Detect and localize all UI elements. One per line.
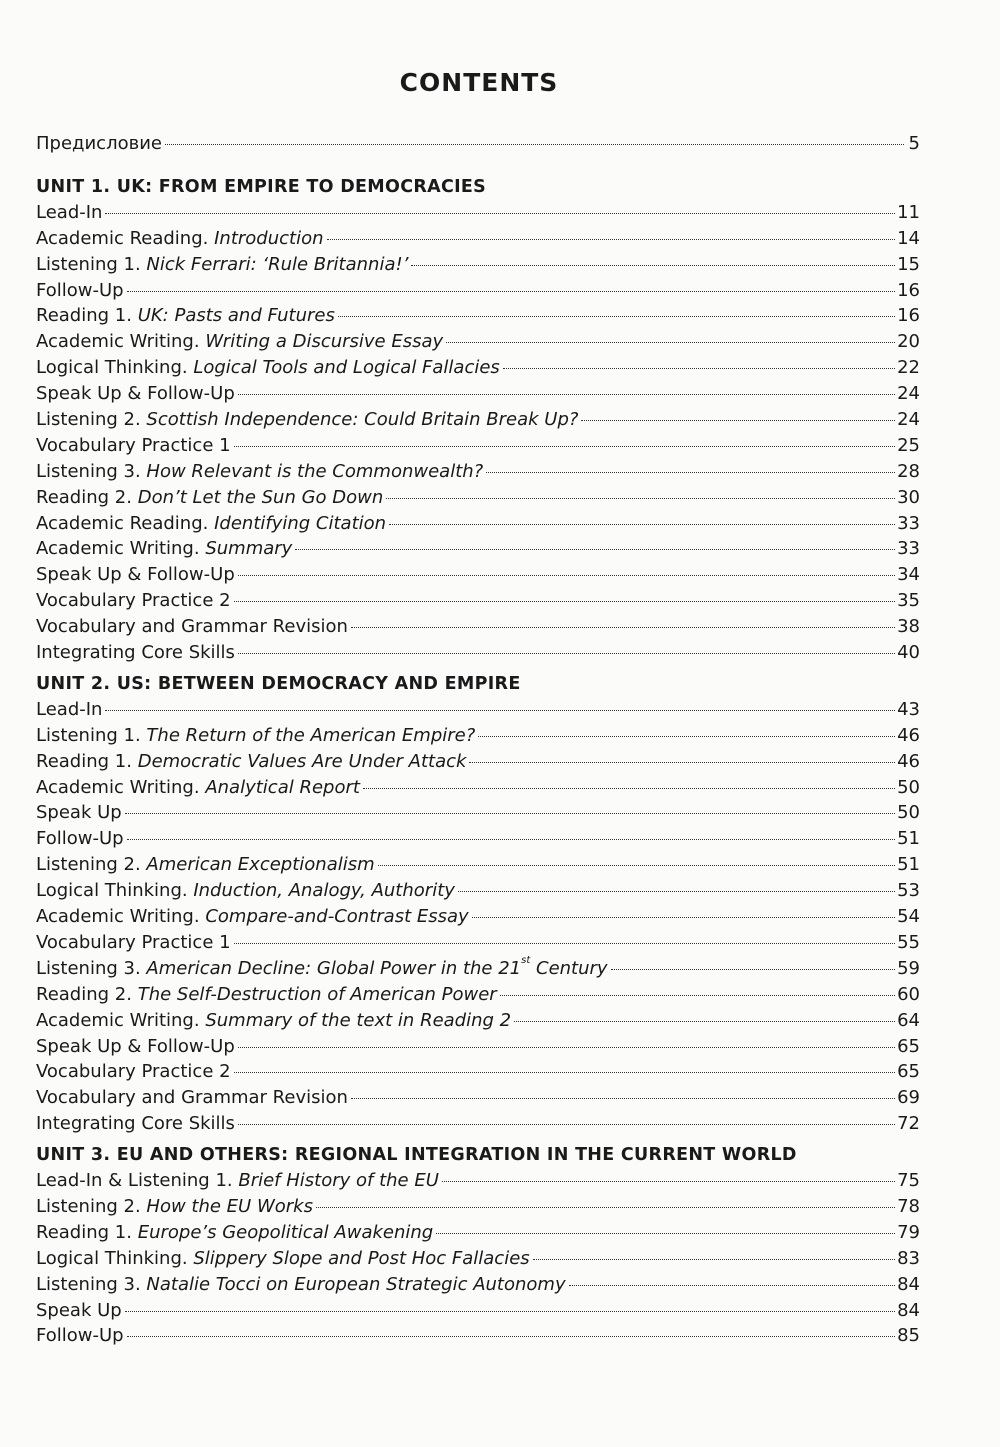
toc-page-number: 46 <box>897 724 920 746</box>
dot-leader <box>500 995 895 996</box>
toc-entry-title <box>214 228 323 249</box>
toc-entry-title-text: American Decline: Global Power in the 21 <box>146 957 522 979</box>
toc-entry-text <box>36 329 443 355</box>
toc-entry-preface[interactable] <box>36 131 920 157</box>
dot-leader <box>327 239 896 240</box>
toc-entry-title <box>138 984 497 1005</box>
toc-page-number: 16 <box>897 305 920 327</box>
dot-leader <box>458 891 895 892</box>
toc-entry-label: Listening 3. <box>36 460 141 482</box>
toc-page-number: 64 <box>897 1009 920 1031</box>
dot-leader <box>127 839 896 840</box>
dot-leader <box>389 524 895 525</box>
toc-entry-text <box>36 723 475 749</box>
toc-entry-label: Speak Up & Follow-Up <box>36 564 235 586</box>
toc-entry-label: Academic Writing. <box>36 776 200 798</box>
toc-entry-label: Academic Reading. <box>36 512 209 534</box>
dot-leader <box>486 472 895 473</box>
dot-leader <box>234 1072 896 1073</box>
toc-page-number: 20 <box>897 331 920 353</box>
dot-leader <box>295 549 895 550</box>
toc-entry[interactable] <box>36 723 920 749</box>
toc-entry[interactable] <box>36 562 920 588</box>
toc-entry[interactable] <box>36 536 920 562</box>
toc-entry-title-text: Logical Tools and Logical Fallacies <box>193 357 500 379</box>
toc-entry-text <box>36 433 231 459</box>
dot-leader <box>469 762 895 763</box>
toc-page-number: 53 <box>897 880 920 902</box>
unit-heading: UNIT 2. US: BETWEEN DEMOCRACY AND EMPIRE <box>36 673 521 694</box>
toc-page-number: 46 <box>897 750 920 772</box>
toc-page-number: 33 <box>897 512 920 534</box>
toc-entry-text <box>36 1168 439 1194</box>
dot-leader <box>338 316 895 317</box>
toc-entry-title-text: How Relevant is the Commonwealth? <box>146 460 484 482</box>
toc-entry-title-text: Compare-and-Contrast Essay <box>205 906 469 928</box>
toc-entry-label: Speak Up <box>36 802 122 824</box>
toc-entry[interactable] <box>36 485 920 511</box>
toc-entry-label: Lead-In <box>36 698 103 720</box>
toc-entry[interactable] <box>36 1323 920 1349</box>
toc-entry-title-text: Summary <box>205 538 293 560</box>
toc-page-number: 34 <box>897 564 920 586</box>
toc-entry-title <box>146 1196 313 1217</box>
toc-entry-text <box>36 1059 231 1085</box>
toc-entry-label: Lead-In & Listening 1. <box>36 1170 233 1192</box>
toc-entry-label: Listening 2. <box>36 854 141 876</box>
dot-leader <box>442 1181 895 1182</box>
dot-leader <box>127 291 896 292</box>
toc-page-number: 28 <box>897 460 920 482</box>
superscript: st <box>521 954 531 966</box>
toc-entry-title <box>138 487 384 508</box>
toc-page-number: 24 <box>897 383 920 405</box>
toc-entry-label: Vocabulary Practice 2 <box>36 590 231 612</box>
dot-leader <box>238 575 895 576</box>
toc-page-number: 35 <box>897 590 920 612</box>
section-gap <box>36 157 920 175</box>
toc-entry[interactable] <box>36 878 920 904</box>
toc-entry-title <box>138 305 335 326</box>
toc-entry-label: Logical Thinking. <box>36 357 188 379</box>
dot-leader <box>363 788 895 789</box>
toc-entry-title <box>238 1170 439 1191</box>
dot-leader <box>238 394 895 395</box>
toc-entry-text <box>36 1220 433 1246</box>
toc-entry-text <box>36 459 483 485</box>
toc-entry[interactable] <box>36 800 920 826</box>
toc-page-number: 51 <box>897 854 920 876</box>
toc-entry-text <box>36 826 124 852</box>
toc-entry-label: Vocabulary and Grammar Revision <box>36 616 348 638</box>
toc-page-number: 83 <box>897 1247 920 1269</box>
toc-entry-label: Speak Up & Follow-Up <box>36 1035 235 1057</box>
toc-entry-title <box>193 357 499 378</box>
dot-leader <box>238 653 895 654</box>
toc-entry-text <box>36 697 102 723</box>
page-title: CONTENTS <box>399 68 559 97</box>
unit-heading: UNIT 1. UK: FROM EMPIRE TO DEMOCRACIES <box>36 176 487 197</box>
toc-entry-text <box>36 956 608 982</box>
dot-leader <box>514 1021 895 1022</box>
toc-entry-label: Vocabulary Practice 1 <box>36 931 231 953</box>
toc-entry-title <box>146 954 608 979</box>
toc-entry[interactable] <box>36 200 920 226</box>
toc-entry-title <box>205 1010 511 1031</box>
toc-entry-text <box>36 278 124 304</box>
toc-entry-title <box>193 1248 529 1269</box>
toc-entry-title <box>205 538 292 559</box>
toc-entry-title-text: Summary of the text in Reading 2 <box>205 1009 512 1031</box>
dot-leader <box>503 368 895 369</box>
toc-entry[interactable] <box>36 749 920 775</box>
toc-entry-text <box>36 485 383 511</box>
dot-leader <box>234 943 896 944</box>
toc-entry-text <box>36 381 235 407</box>
toc-page-number: 25 <box>897 434 920 456</box>
dot-leader <box>125 1311 895 1312</box>
toc-page-number: 30 <box>897 486 920 508</box>
toc-entry-title <box>193 880 455 901</box>
toc-entry[interactable] <box>36 640 920 666</box>
toc-page-number: 16 <box>897 279 920 301</box>
toc-entry[interactable] <box>36 511 920 537</box>
toc-entry-title <box>138 751 467 772</box>
toc-page-number: 5 <box>908 133 920 154</box>
toc-entry[interactable] <box>36 1168 920 1194</box>
toc-page-number: 72 <box>897 1113 920 1135</box>
toc-entry[interactable] <box>36 1194 920 1220</box>
toc-page-number: 24 <box>897 409 920 431</box>
toc-entry-title-text: Brief History of the EU <box>238 1170 439 1192</box>
toc-entry-title-text: Don’t Let the Sun Go Down <box>137 486 384 508</box>
toc-entry-title <box>146 854 374 875</box>
toc-entry-text <box>36 775 360 801</box>
toc-entry-label: Academic Writing. <box>36 331 200 353</box>
toc-entry[interactable] <box>36 1272 920 1298</box>
toc-entry-text <box>36 252 408 278</box>
toc-entry-label: Logical Thinking. <box>36 880 188 902</box>
dot-leader <box>105 710 895 711</box>
toc-entry-text <box>36 852 375 878</box>
toc-page-number: 75 <box>897 1170 920 1192</box>
toc-entry[interactable] <box>36 1246 920 1272</box>
toc-entry-title-text: Introduction <box>214 227 324 249</box>
toc-entry-label: Speak Up <box>36 1299 122 1321</box>
toc-entry-title <box>205 331 443 352</box>
toc-entry-label: Reading 1. <box>36 305 132 327</box>
toc-entry-title-text: UK: Pasts and Futures <box>137 305 335 327</box>
toc-entry[interactable] <box>36 852 920 878</box>
dot-leader <box>436 1233 895 1234</box>
toc-entry-label: Speak Up & Follow-Up <box>36 383 235 405</box>
toc-entry[interactable] <box>36 904 920 930</box>
toc-entry-text <box>36 904 469 930</box>
toc-entry[interactable] <box>36 588 920 614</box>
dot-leader <box>105 213 895 214</box>
toc-page-number: 69 <box>897 1087 920 1109</box>
toc-entry-title <box>146 254 408 275</box>
toc-entry-text <box>36 749 466 775</box>
toc-entry-title-text: Century <box>530 957 608 979</box>
dot-leader <box>472 917 895 918</box>
toc-entry-text <box>36 536 292 562</box>
toc-entry-title-text: The Self-Destruction of American Power <box>137 983 497 1005</box>
toc-entry[interactable] <box>36 1220 920 1246</box>
toc-entry-text <box>36 200 102 226</box>
toc-entry[interactable] <box>36 775 920 801</box>
toc-entry-text <box>36 407 578 433</box>
toc-entry-title-text: The Return of the American Empire? <box>146 724 476 746</box>
toc-entry-label: Logical Thinking. <box>36 1247 188 1269</box>
toc-entry[interactable] <box>36 329 920 355</box>
toc-entry[interactable] <box>36 982 920 1008</box>
toc-entry-title-text: American Exceptionalism <box>146 854 375 876</box>
toc-entry-label: Reading 2. <box>36 983 132 1005</box>
toc-entry-text <box>36 930 231 956</box>
toc-page-number: 40 <box>897 642 920 664</box>
toc-entry[interactable] <box>36 226 920 252</box>
toc-entry-title-text: Identifying Citation <box>214 512 387 534</box>
toc-entry[interactable] <box>36 407 920 433</box>
dot-leader <box>238 1124 895 1125</box>
toc-entry[interactable] <box>36 826 920 852</box>
toc-page-number: 43 <box>897 698 920 720</box>
toc-entry-text <box>36 562 235 588</box>
toc-entry-text <box>36 355 500 381</box>
toc-page-number: 65 <box>897 1035 920 1057</box>
toc-page-number: 79 <box>897 1221 920 1243</box>
toc-entry-title-text: Induction, Analogy, Authority <box>193 880 455 902</box>
toc-entry-label: Follow-Up <box>36 279 124 301</box>
toc-page-number: 33 <box>897 538 920 560</box>
dot-leader <box>533 1259 895 1260</box>
dot-leader <box>478 736 895 737</box>
toc-entry-label: Vocabulary and Grammar Revision <box>36 1087 348 1109</box>
toc-page-number: 54 <box>897 906 920 928</box>
toc-entry-title-text: Writing a Discursive Essay <box>205 331 444 353</box>
toc-entry-text <box>36 800 122 826</box>
toc-entry-label: Academic Writing. <box>36 906 200 928</box>
toc-entry-title <box>205 906 468 927</box>
dot-leader <box>411 265 895 266</box>
toc-entry-text <box>36 1085 348 1111</box>
toc-entry-text <box>36 614 348 640</box>
toc-entry-text <box>36 640 235 666</box>
toc-entry-label: Lead-In <box>36 201 103 223</box>
toc-entry-text <box>36 1034 235 1060</box>
dot-leader <box>127 1336 896 1337</box>
toc-entry-title-text: Europe’s Geopolitical Awakening <box>137 1221 434 1243</box>
dot-leader <box>238 1047 895 1048</box>
toc-entry[interactable] <box>36 1008 920 1034</box>
toc-entry-title <box>214 513 386 534</box>
dot-leader <box>351 627 895 628</box>
toc-entry-text <box>36 1194 313 1220</box>
toc-entry[interactable] <box>36 278 920 304</box>
toc-entry-text <box>36 1008 511 1034</box>
toc-entry-title-text: How the EU Works <box>146 1195 313 1217</box>
toc-entry[interactable] <box>36 381 920 407</box>
toc-page-number: 11 <box>897 201 920 223</box>
toc-entry-text <box>36 1272 566 1298</box>
toc-entry-label: Academic Reading. <box>36 227 209 249</box>
toc-entry-label: Follow-Up <box>36 828 124 850</box>
toc-entry-text <box>36 588 231 614</box>
toc-page-number: 59 <box>897 957 920 979</box>
toc-entry[interactable] <box>36 433 920 459</box>
toc-entry-label: Follow-Up <box>36 1325 124 1347</box>
toc-entry-text <box>36 1111 235 1137</box>
toc-entry-text <box>36 303 335 329</box>
toc-entry[interactable] <box>36 1111 920 1137</box>
toc-entry-title <box>205 777 360 798</box>
toc-entry-title-text: Slippery Slope and Post Hoc Fallacies <box>193 1247 530 1269</box>
toc-page-number: 50 <box>897 802 920 824</box>
dot-leader <box>165 144 904 145</box>
toc-entry-title <box>146 725 475 746</box>
dot-leader <box>611 969 896 970</box>
toc-entry[interactable] <box>36 459 920 485</box>
toc-entry[interactable] <box>36 1059 920 1085</box>
toc-entry-text <box>36 1246 530 1272</box>
toc-entry-label: Listening 2. <box>36 1195 141 1217</box>
toc-entry-text <box>36 511 386 537</box>
toc-page-number: 55 <box>897 931 920 953</box>
toc-page-number: 65 <box>897 1061 920 1083</box>
toc-page-number: 84 <box>897 1273 920 1295</box>
dot-leader <box>386 498 895 499</box>
dot-leader <box>125 813 895 814</box>
dot-leader <box>316 1207 895 1208</box>
toc-entry[interactable] <box>36 697 920 723</box>
toc-entry-label: Reading 1. <box>36 1221 132 1243</box>
toc-page-number: 14 <box>897 227 920 249</box>
toc-entry-label: Vocabulary Practice 1 <box>36 434 231 456</box>
toc-entry-label: Reading 1. <box>36 750 132 772</box>
toc-page-number: 38 <box>897 616 920 638</box>
toc-entry-label: Integrating Core Skills <box>36 642 235 664</box>
toc-entry-label: Listening 2. <box>36 409 141 431</box>
toc-page-number: 78 <box>897 1195 920 1217</box>
unit-heading: UNIT 3. EU AND OTHERS: REGIONAL INTEGRATION IN THE CURRENT WORLD <box>36 1145 797 1166</box>
toc-entry-text <box>36 982 497 1008</box>
toc-page-number: 22 <box>897 357 920 379</box>
toc-page-number: 15 <box>897 253 920 275</box>
dot-leader <box>234 446 896 447</box>
toc-entry[interactable] <box>36 1085 920 1111</box>
toc-entry-title <box>146 409 578 430</box>
dot-leader <box>581 420 895 421</box>
dot-leader <box>569 1285 896 1286</box>
toc-page-number: 51 <box>897 828 920 850</box>
toc-entry[interactable] <box>36 614 920 640</box>
toc-entry-title-text: Natalie Tocci on European Strategic Autonomy <box>146 1273 566 1295</box>
dot-leader <box>351 1098 895 1099</box>
toc-entry-text <box>36 1323 124 1349</box>
toc-entry-label: Integrating Core Skills <box>36 1113 235 1135</box>
toc-entry-text <box>36 226 324 252</box>
toc-page-number: 60 <box>897 983 920 1005</box>
toc-entry-title-text: Nick Ferrari: ‘Rule Britannia!’ <box>146 253 409 275</box>
toc-entry-label: Предисловие <box>36 133 162 154</box>
toc-entry[interactable] <box>36 252 920 278</box>
dot-leader <box>234 601 896 602</box>
toc-page-number: 50 <box>897 776 920 798</box>
toc-entry-title <box>146 461 483 482</box>
toc-entry-label: Reading 2. <box>36 486 132 508</box>
toc-entry-label: Listening 1. <box>36 724 141 746</box>
toc-entry-label: Listening 1. <box>36 253 141 275</box>
toc-entry-text <box>36 1298 122 1324</box>
toc-entry-label: Vocabulary Practice 2 <box>36 1061 231 1083</box>
toc-entry[interactable] <box>36 303 920 329</box>
toc-entry-title-text: Analytical Report <box>205 776 360 798</box>
toc-entry-title-text: Democratic Values Are Under Attack <box>137 750 467 772</box>
toc-entry-title <box>138 1222 434 1243</box>
toc-entry-label: Listening 3. <box>36 957 141 979</box>
toc-entry[interactable] <box>36 355 920 381</box>
toc-page-number: 85 <box>897 1325 920 1347</box>
dot-leader <box>446 342 895 343</box>
toc-entry-label: Listening 3. <box>36 1273 141 1295</box>
toc-page-number: 84 <box>897 1299 920 1321</box>
toc-entry-label: Academic Writing. <box>36 538 200 560</box>
table-of-contents <box>36 131 920 1349</box>
toc-entry[interactable] <box>36 1034 920 1060</box>
toc-entry[interactable] <box>36 956 920 982</box>
toc-entry[interactable] <box>36 1298 920 1324</box>
dot-leader <box>378 865 895 866</box>
toc-entry[interactable] <box>36 930 920 956</box>
toc-entry-label: Academic Writing. <box>36 1009 200 1031</box>
toc-entry-text <box>36 878 455 904</box>
toc-entry-title <box>146 1274 565 1295</box>
toc-entry-title-text: Scottish Independence: Could Britain Break Up? <box>146 409 579 431</box>
